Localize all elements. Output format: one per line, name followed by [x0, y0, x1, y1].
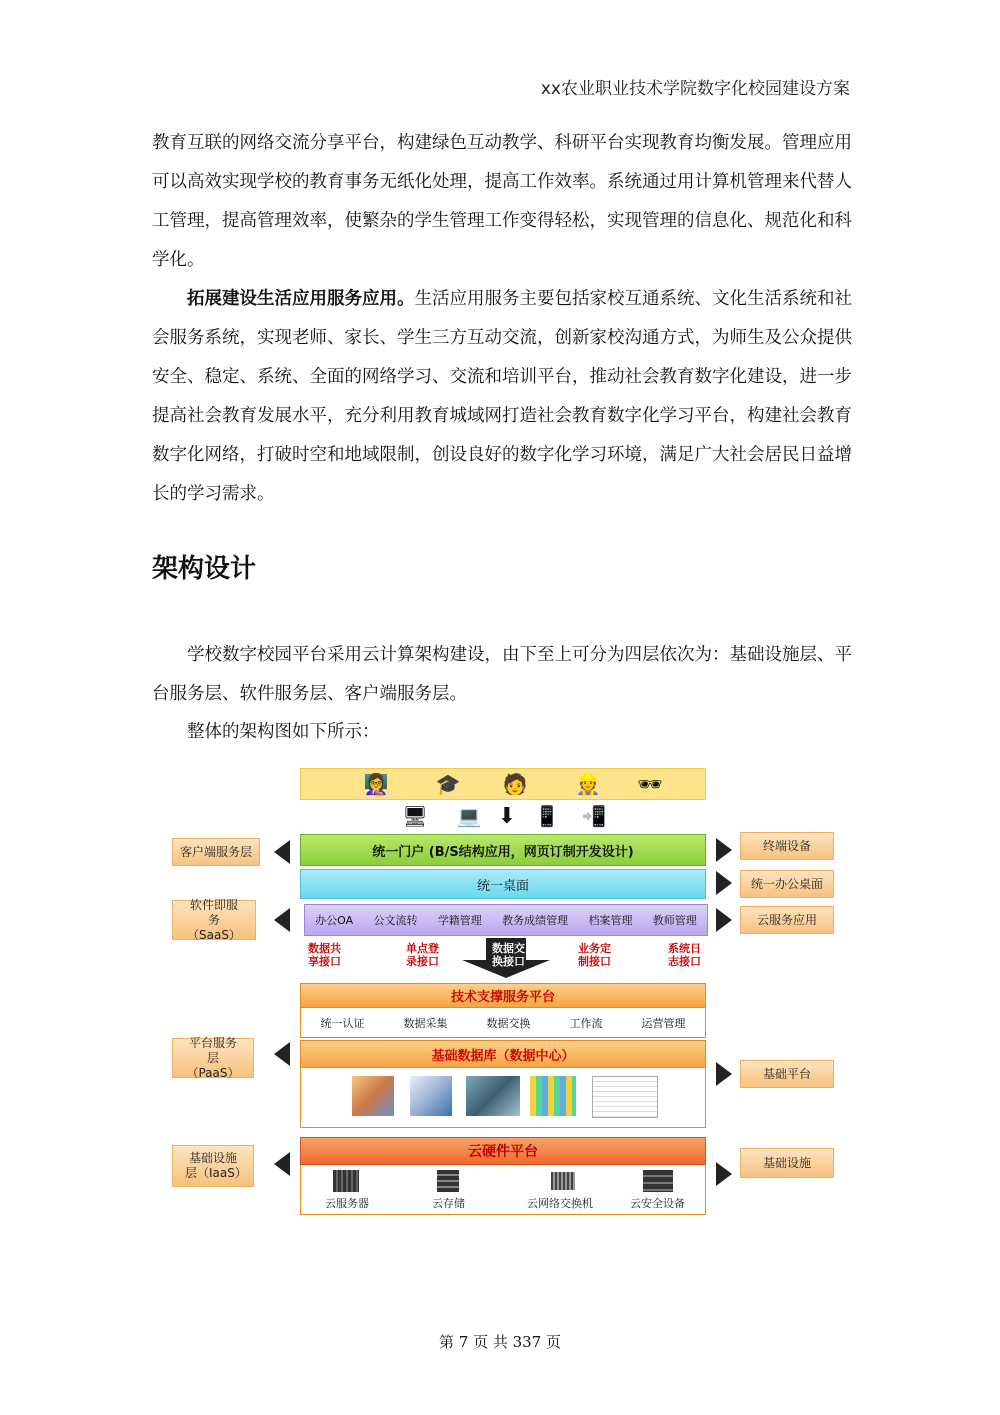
app-item: 档案管理	[588, 914, 633, 927]
parent-icon: 👷	[575, 772, 601, 796]
paragraph-4: 整体的架构图如下所示：	[187, 722, 380, 742]
right-arrow	[716, 908, 732, 932]
app-item: 教务成绩管理	[502, 914, 569, 927]
interface-label: 数据交换接口	[492, 942, 525, 968]
left-arrow	[274, 840, 290, 864]
left-arrow	[274, 908, 290, 932]
phone-icon: 📲	[581, 804, 607, 828]
paragraph-2-text: 生活应用服务主要包括家校互通系统、文化生活系统和社会服务系统，实现老师、家长、学生三方互动交流，创新家校沟通方式，为师生及公众提供安全、稳定、系统、全面的网络学习、交流和培训平台，推动社会教育数字化建设，进一步提高社会教育发展水平，充分利用教育城域网打造社会教育数字化学习平台，构建社会教育数字化网络，打破时空和地域限制，创设良好的数字化学习环境，满足广大社会居民日益增长的学习需求。	[152, 289, 852, 504]
left-arrow	[274, 1152, 290, 1176]
tech-item: 数据采集	[403, 1016, 448, 1030]
portal-bar: 统一门户 (B/S结构应用，网页订制开发设计)	[300, 834, 706, 866]
section-heading: 架构设计	[152, 554, 257, 584]
right-arrow	[716, 1062, 732, 1086]
server-icon	[333, 1170, 359, 1192]
paragraph-3: 学校数字校园平台采用云计算架构建设，由下至上可分为四层依次为：基础设施层、平台服务层、软件服务层、客户端服务层。	[152, 645, 852, 704]
hw-item: 云网络交换机	[527, 1197, 593, 1210]
tech-platform-bar: 技术支撑服务平台	[300, 983, 706, 1008]
hw-item: 云安全设备	[630, 1197, 685, 1210]
graduate-icon: 🎓	[435, 772, 461, 796]
interface-label: 系统日志接口	[668, 942, 701, 968]
layer-label-client: 客户端服务层	[172, 838, 260, 866]
switch-icon	[551, 1172, 575, 1190]
paragraph-1: 教育互联的网络交流分享平台，构建绿色互动教学、科研平台实现教育均衡发展。管理应用可以高效实现学校的教育事务无纸化处理，提高工作效率。系统通过用计算机管理来代替人工管理，提高管理效率，使繁杂的学生管理工作变得轻松，实现管理的信息化、规范化和科学化。	[152, 133, 852, 270]
security-device-icon	[643, 1170, 673, 1192]
interface-label: 业务定制接口	[578, 942, 611, 968]
app-item: 公文流转	[373, 914, 418, 927]
right-label-base-platform: 基础平台	[740, 1060, 834, 1088]
right-arrow	[716, 1162, 732, 1186]
right-arrow	[716, 871, 732, 895]
photo-students	[410, 1076, 452, 1116]
right-arrow	[716, 838, 732, 862]
paragraph-2	[152, 280, 852, 514]
tech-item: 数据交换	[486, 1016, 531, 1030]
layer-label-iaas: 基础设施层（IaaS）	[172, 1145, 254, 1187]
photo-classroom	[352, 1076, 394, 1116]
app-item: 教师管理	[652, 914, 697, 927]
paragraph-2-bold: 拓展建设生活应用服务应用。	[187, 289, 415, 309]
page-footer: 第 7 页 共 337 页	[438, 1333, 561, 1351]
interface-label: 数据共享接口	[308, 942, 341, 968]
left-arrow	[274, 1042, 290, 1066]
app-item: 办公OA	[315, 914, 354, 927]
teacher-icon: 👩‍🏫	[363, 772, 389, 796]
hw-item: 云服务器	[325, 1197, 369, 1210]
tech-item: 统一认证	[320, 1016, 365, 1030]
layer-label-paas: 平台服务层（PaaS）	[172, 1038, 254, 1078]
public-icon: 🕶	[637, 772, 663, 796]
cloud-hardware-bar: 云硬件平台	[300, 1137, 706, 1165]
right-label-office-desktop: 统一办公桌面	[740, 870, 834, 898]
right-label-infrastructure: 基础设施	[740, 1148, 834, 1178]
interface-label: 单点登录接口	[406, 942, 439, 968]
hw-item: 云存储	[432, 1197, 465, 1210]
student-icon: 🧑	[502, 772, 528, 796]
laptop-icon: 💻	[456, 804, 482, 828]
photo-computer-lab	[466, 1076, 520, 1116]
right-label-terminal: 终端设备	[740, 832, 834, 860]
tech-item: 运营管理	[641, 1016, 686, 1030]
tech-items-row	[300, 1008, 706, 1038]
tech-item: 工作流	[569, 1016, 603, 1030]
app-item: 学籍管理	[437, 914, 482, 927]
apps-bar	[304, 904, 708, 936]
desktop-pc-icon: 🖥	[402, 804, 428, 828]
right-label-cloud-app: 云服务应用	[740, 906, 834, 934]
desktop-bar: 统一桌面	[300, 869, 706, 899]
download-arrow-icon: ⬇	[497, 803, 517, 829]
photo-spreadsheet	[592, 1076, 658, 1118]
layer-label-saas: 软件即服务（SaaS）	[172, 900, 256, 940]
photo-chart	[530, 1076, 576, 1116]
tablet-icon: 📱	[534, 804, 560, 828]
document-header: xx农业职业技术学院数字化校园建设方案	[540, 79, 850, 99]
storage-icon	[437, 1170, 459, 1192]
database-bar: 基础数据库（数据中心）	[300, 1040, 706, 1068]
